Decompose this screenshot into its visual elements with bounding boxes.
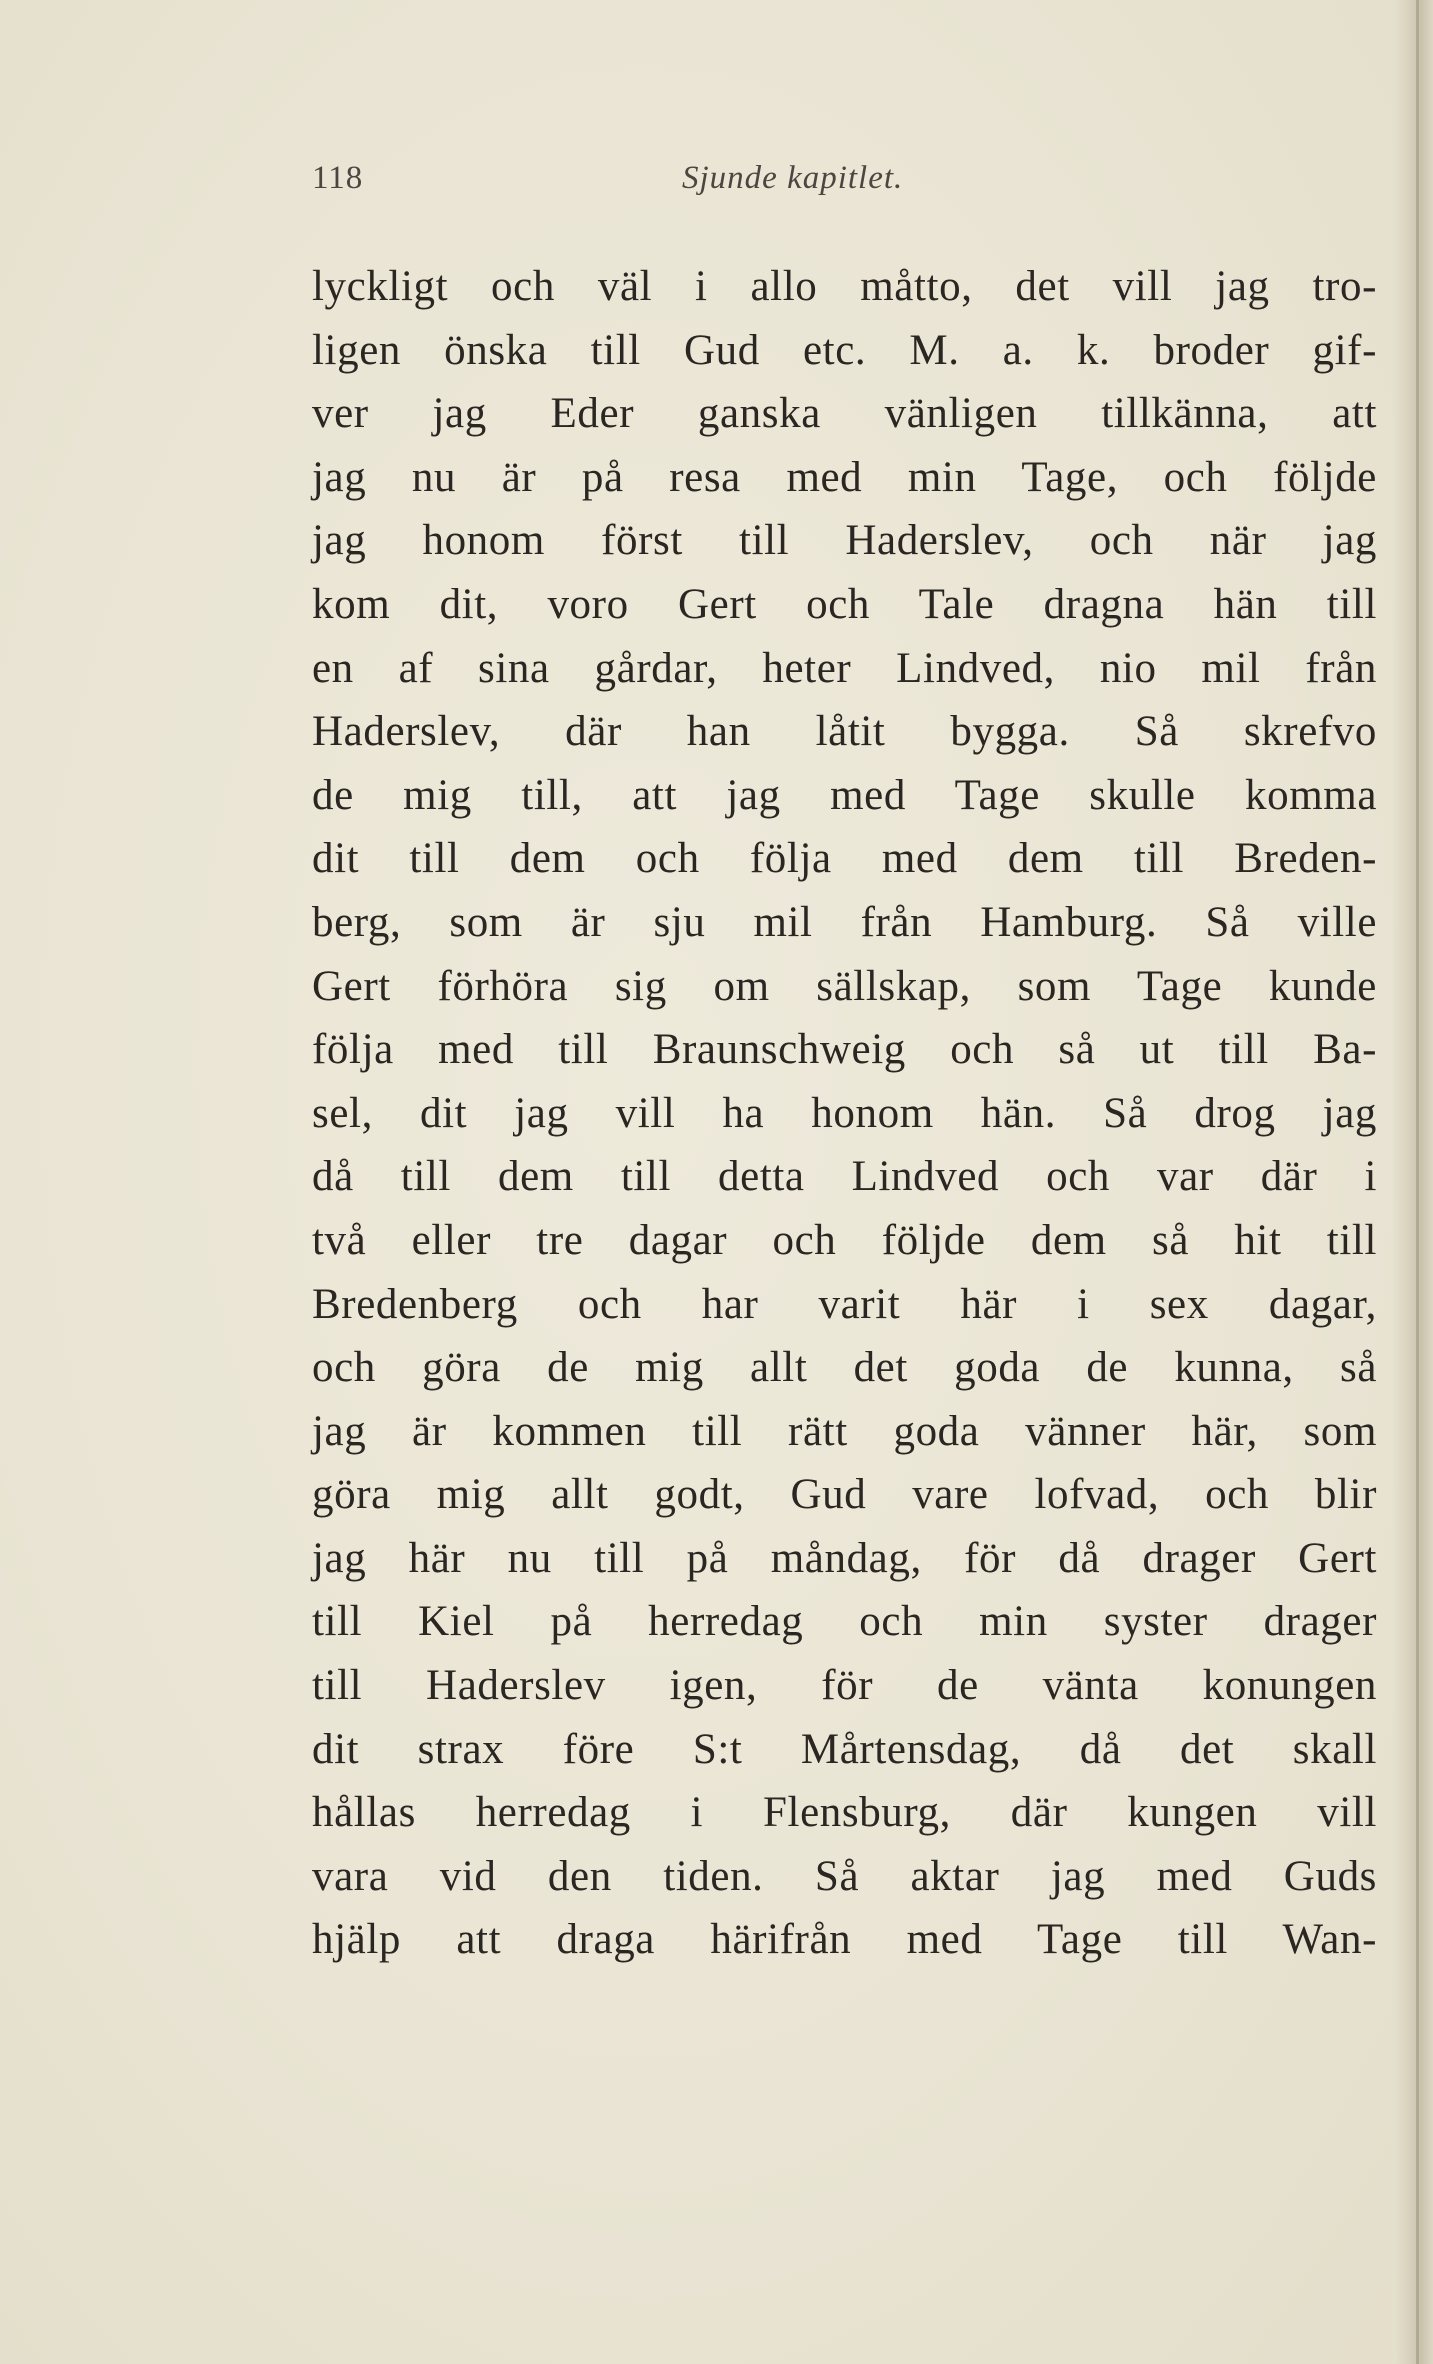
text-line: jag här nu till på måndag, för då drager Gert [312,1534,1377,1582]
text-line: berg, som är sju mil från Hamburg. Så ville [312,898,1377,946]
text-line: två eller tre dagar och följde dem så hit till [312,1216,1377,1264]
running-title: Sjunde kapitlet. [682,160,904,196]
text-line: ligen önska till Gud etc. M. a. k. broder gif- [312,326,1377,374]
page-header [312,160,1382,210]
text-line: till Haderslev igen, för de vänta konungen [312,1662,1377,1710]
page-number: 118 [312,160,364,196]
text-line: till Kiel på herredag och min syster drager [312,1598,1377,1646]
text-line: Haderslev, där han låtit bygga. Så skrefvo [312,708,1377,756]
text-line: lyckligt och väl i allo måtto, det vill jag tro- [312,263,1377,310]
text-line: de mig till, att jag med Tage skulle komma [312,771,1377,819]
page-edge [1393,0,1433,2364]
text-line: då till dem till detta Lindved och var där i [312,1153,1377,1201]
text-line: och göra de mig allt det goda de kunna, så [312,1344,1377,1392]
text-line: jag nu är på resa med min Tage, och följde [312,453,1377,501]
text-line: sel, dit jag vill ha honom hän. Så drog jag [312,1089,1377,1137]
text-line: följa med till Braunschweig och så ut till Ba- [312,1026,1377,1074]
text-line: Bredenberg och har varit här i sex dagar, [312,1280,1377,1328]
page-edge-line [1416,0,1419,2364]
text-line: vara vid den tiden. Så aktar jag med Guds [312,1852,1377,1900]
text-line: hjälp att draga härifrån med Tage till Wan- [312,1916,1377,1964]
text-line: Gert förhöra sig om sällskap, som Tage kunde [312,962,1377,1010]
text-line: ver jag Eder ganska vänligen tillkänna, att [312,390,1377,438]
text-line: dit till dem och följa med dem till Breden- [312,835,1377,883]
text-line: göra mig allt godt, Gud vare lofvad, och blir [312,1471,1377,1519]
body-text [312,255,1377,1972]
text-line: jag honom först till Haderslev, och när jag [312,517,1377,565]
text-line: jag är kommen till rätt goda vänner här, som [312,1407,1377,1455]
text-line: kom dit, voro Gert och Tale dragna hän till [312,580,1377,628]
text-line: dit strax före S:t Mårtensdag, då det skall [312,1725,1377,1773]
text-line: hållas herredag i Flensburg, där kungen vill [312,1789,1377,1837]
text-line: en af sina gårdar, heter Lindved, nio mil från [312,644,1377,692]
